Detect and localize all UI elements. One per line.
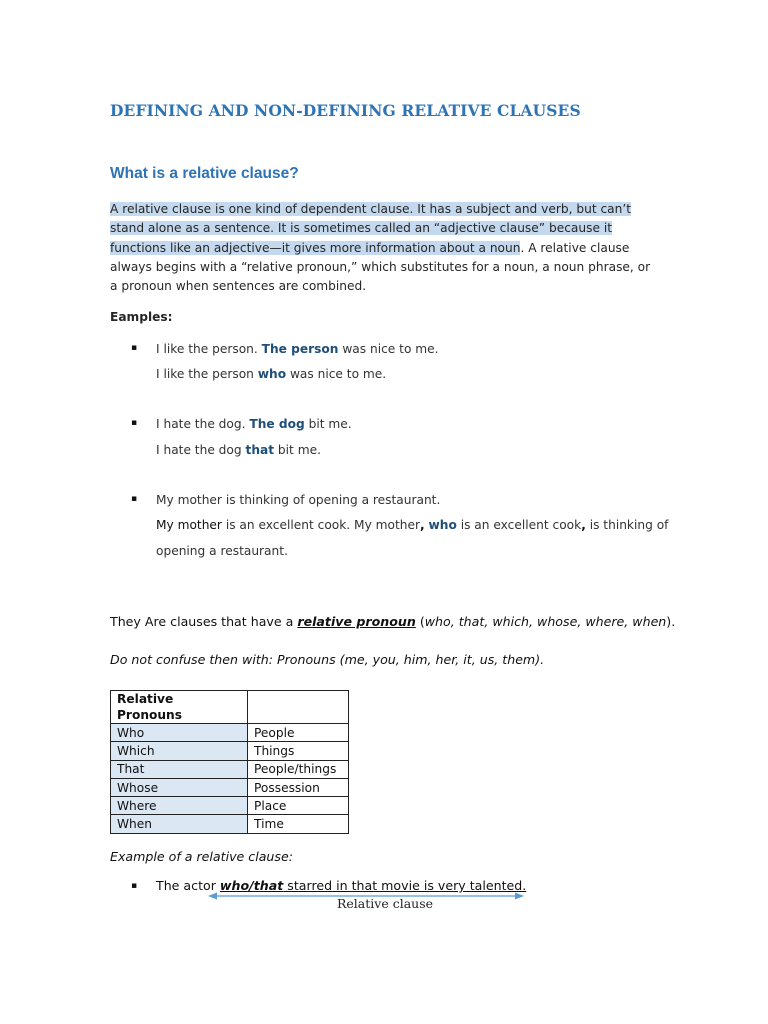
pronoun-cell: When: [111, 815, 248, 833]
pronoun-cell: Which: [111, 742, 248, 760]
relative-pronoun-highlight: who/that: [219, 878, 284, 893]
table-row: [111, 797, 349, 815]
table-row: [111, 760, 349, 778]
table-header-cell: Relative Pronouns: [111, 691, 248, 724]
example-3-line-3: opening a restaurant.: [156, 544, 288, 558]
example-sentence: The actor who/that starred in that movie is very talented.: [156, 878, 527, 893]
relative-clause-label: Relative clause: [337, 896, 434, 911]
usage-cell: Things: [248, 742, 349, 760]
document-title: DEFINING AND NON-DEFINING RELATIVE CLAUSES: [110, 101, 581, 120]
intro-rest: . A relative clause always begins with a “relative pronoun,” which substitutes for a noun, a noun phrase, or a pronoun when sentences are combined.: [110, 240, 651, 294]
table-row: [111, 742, 349, 760]
table-row: [111, 778, 349, 796]
relative-pronoun-term: relative pronoun: [297, 614, 416, 629]
bullet-icon: ▪: [131, 343, 138, 353]
section-heading: What is a relative clause?: [110, 165, 299, 182]
table-row: [111, 724, 349, 742]
bullet-icon: ▪: [131, 418, 138, 428]
example-1-line-1: I like the person. The person was nice to me.: [156, 342, 439, 356]
pronoun-cell: Whose: [111, 778, 248, 796]
example-3-line-1: My mother is thinking of opening a restaurant.: [156, 493, 441, 507]
example-3-line-2: My mother is an excellent cook. My mother, who is an excellent cook, is thinking of: [156, 518, 669, 532]
usage-cell: People: [248, 724, 349, 742]
usage-cell: Time: [248, 815, 349, 833]
example-1-line-2: I like the person who was nice to me.: [156, 367, 387, 381]
example-2-line-1: I hate the dog. The dog bit me.: [156, 417, 352, 431]
pronoun-cell: That: [111, 760, 248, 778]
relative-pronouns-table: [110, 690, 349, 834]
bullet-icon: ▪: [131, 881, 138, 891]
examples-label: Eamples:: [110, 310, 173, 324]
table-row: [111, 815, 349, 833]
table-header-cell: [248, 691, 349, 724]
definition-line: They Are clauses that have a relative pronoun (who, that, which, whose, where, when).: [110, 614, 676, 629]
intro-paragraph: [110, 200, 658, 296]
example-label: Example of a relative clause:: [110, 849, 293, 864]
usage-cell: Place: [248, 797, 349, 815]
highlighted-text[interactable]: A relative clause is one kind of dependent clause. It has a subject and verb, but can’t stand alone as a sentence. It is sometimes called an “adjective clause” because it functions like an adjective—it gives more information about a noun: [110, 202, 632, 255]
pronoun-cell: Where: [111, 797, 248, 815]
usage-cell: People/things: [248, 760, 349, 778]
example-2-line-2: I hate the dog that bit me.: [156, 443, 321, 457]
bullet-icon: ▪: [131, 494, 138, 504]
pronoun-cell: Who: [111, 724, 248, 742]
warning-line: Do not confuse then with: Pronouns (me, you, him, her, it, us, them).: [110, 652, 545, 667]
usage-cell: Possession: [248, 778, 349, 796]
